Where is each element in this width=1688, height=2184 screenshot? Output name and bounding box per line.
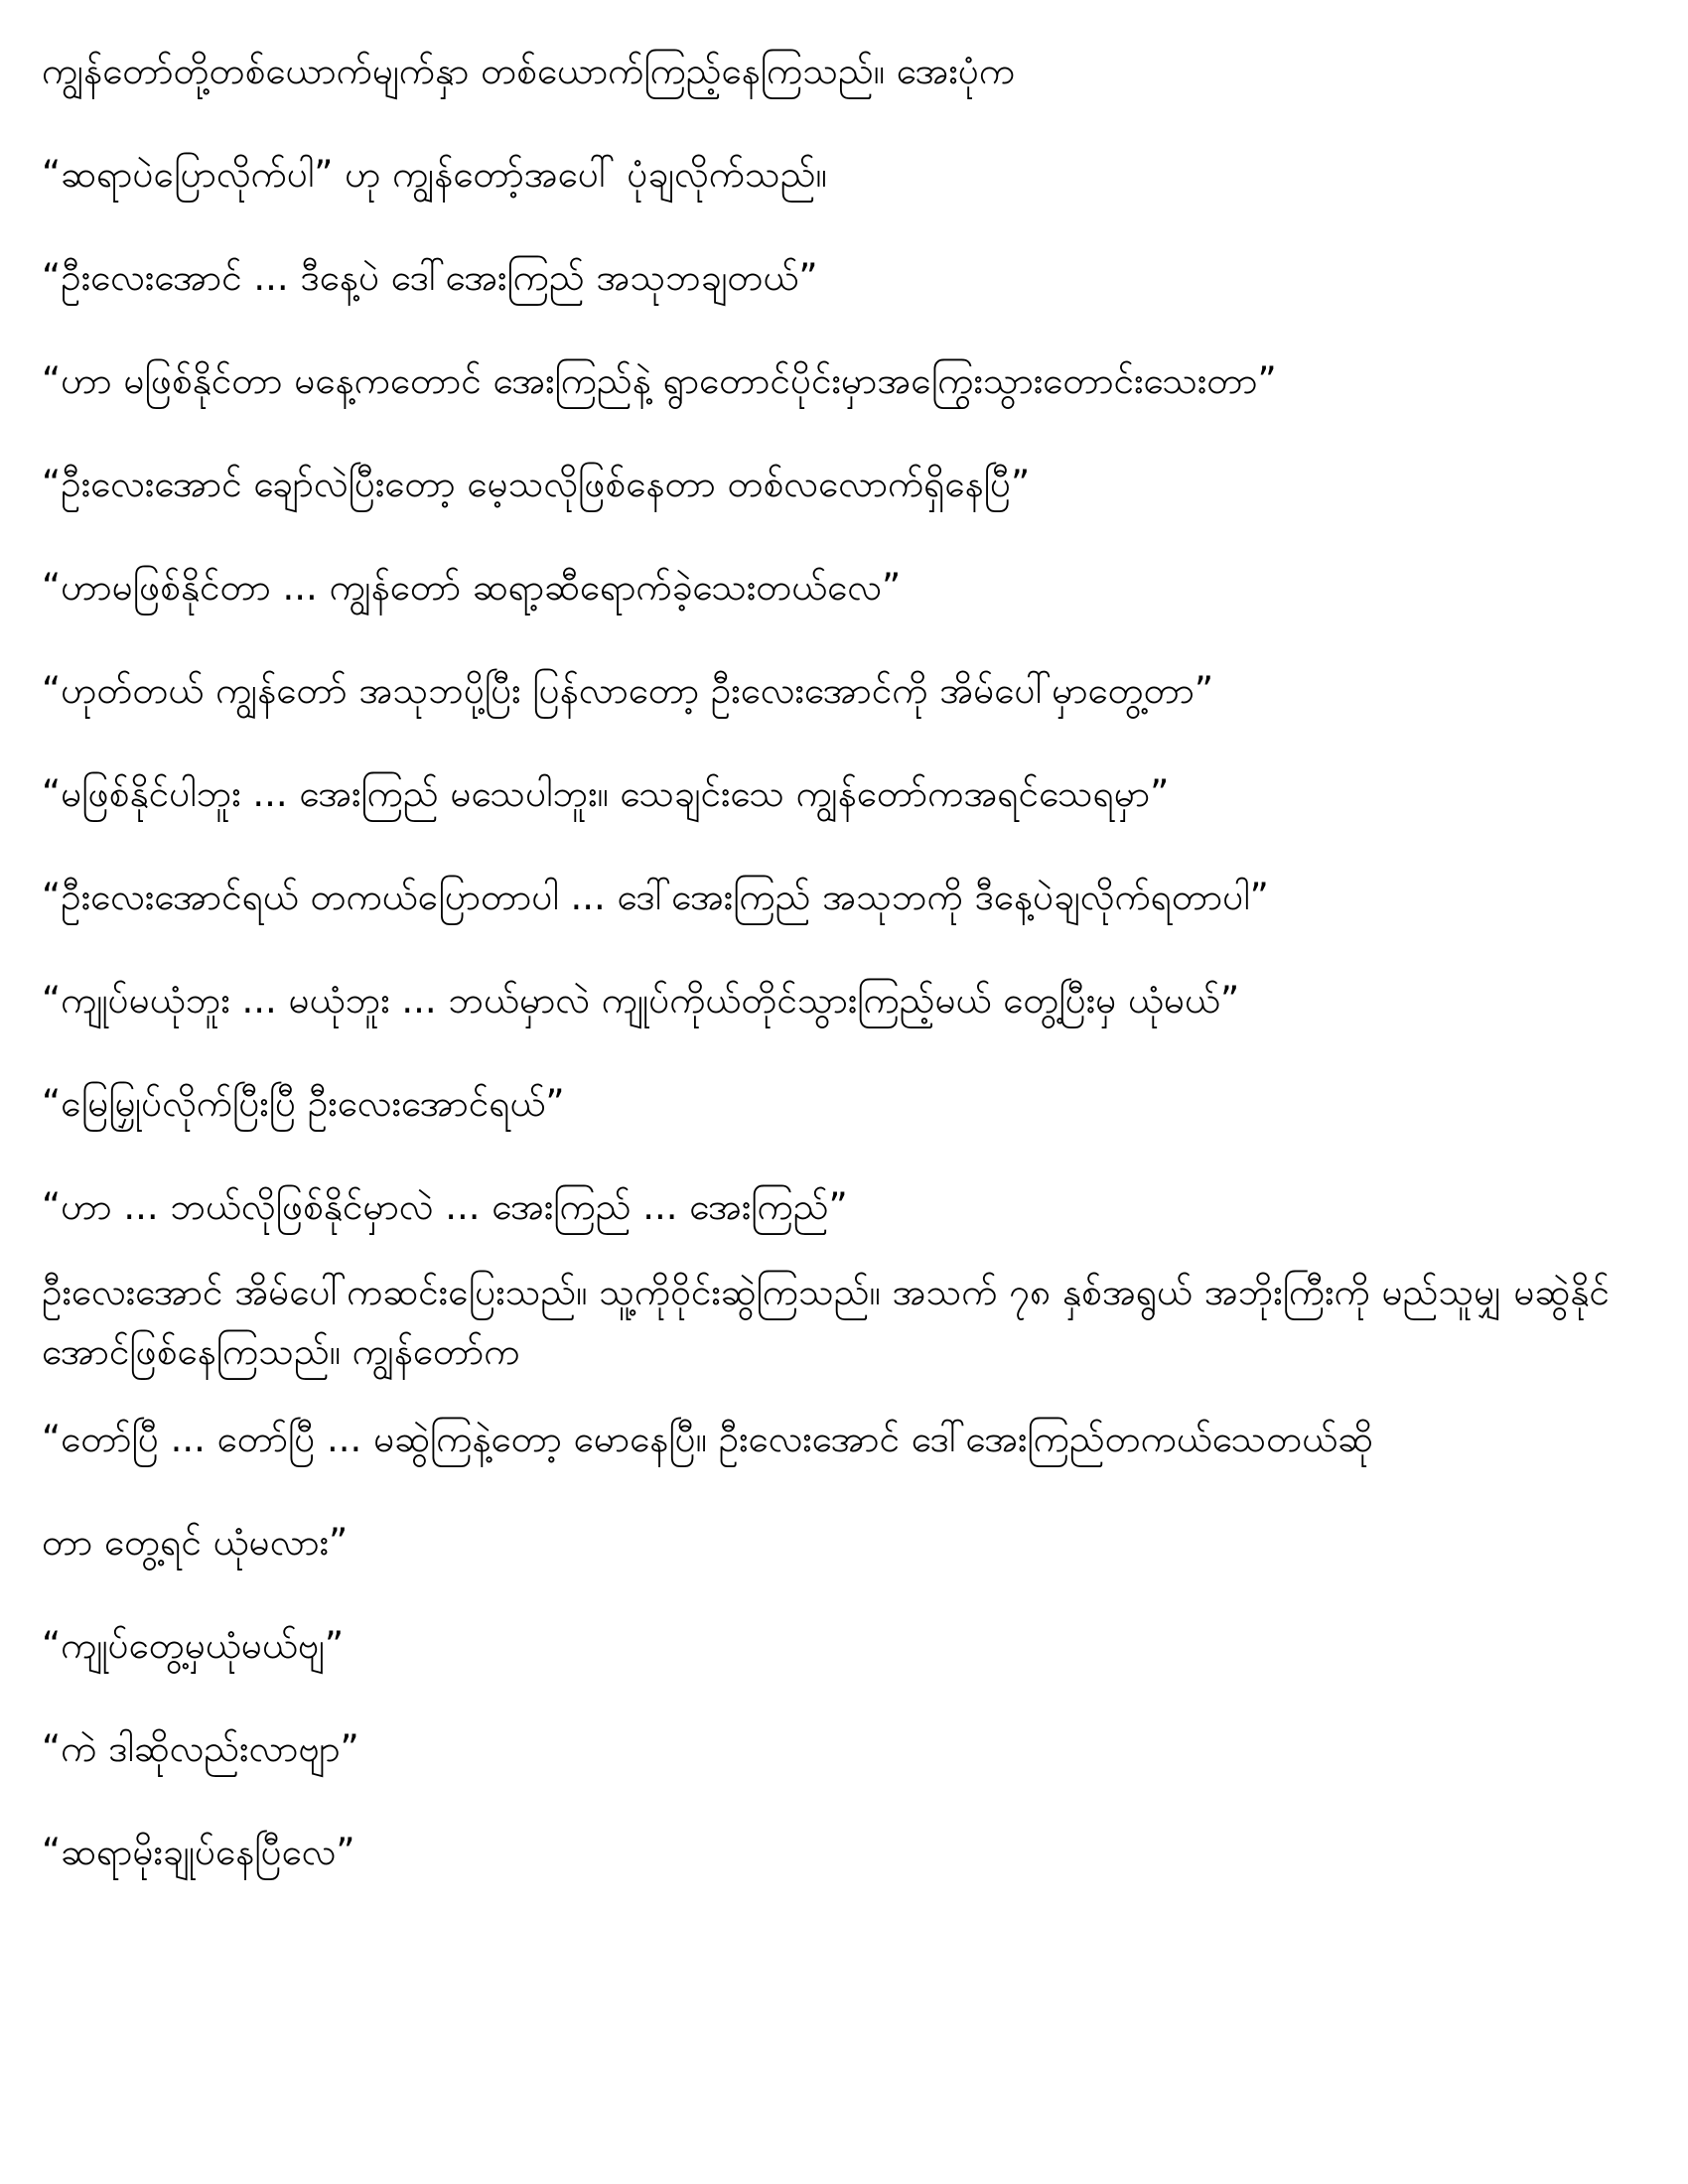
paragraph-18: “ဆရာမိုးချုပ်နေပြီလေ” xyxy=(42,1831,355,1873)
paragraph-9: “ဦးလေးအောင်ရယ် တကယ်ပြောတာပါ ... ဒေါ်အေးကြည် အသုဘကို ဒီနေ့ပဲချလိုက်ရတာပါ” xyxy=(42,876,1269,918)
paragraph-8: “မဖြစ်နိုင်ပါဘူး ... အေးကြည် မသေပါဘူး။ သေချင်းသေ ကျွန်တော်ကအရင်သေရမှာ” xyxy=(42,772,1170,815)
paragraph-16: “ကျုပ်တွေ့မှယုံမယ်ဗျ” xyxy=(42,1624,345,1667)
paragraph-13: ဦးလေးအောင် အိမ်ပေါ်ကဆင်းပြေးသည်။ သူ့ကိုဝိုင်းဆွဲကြသည်။ အသက် ၇၈ နှစ်အရွယ် အဘိုးကြီးကို မည်သူမျှ မဆွဲနိုင်အောင်ဖြစ်နေကြသည်။ ကျွန်တော်က xyxy=(42,1271,1610,1373)
paragraph-15: တာ တွေ့ရင် ယုံမလား” xyxy=(42,1521,349,1564)
document-page xyxy=(42,0,1650,2184)
paragraph-3: “ဦးလေးအောင် ... ဒီနေ့ပဲ ဒေါ်အေးကြည် အသုဘချတယ်” xyxy=(42,256,818,299)
paragraph-17: “ကဲ ဒါဆိုလည်းလာဗျာ” xyxy=(42,1727,359,1770)
paragraph-2: “ဆရာပဲပြောလိုက်ပါ” ဟု ကျွန်တော့်အပေါ် ပုံချလိုက်သည်။ xyxy=(42,153,827,196)
paragraph-10: “ကျုပ်မယုံဘူး ... မယုံဘူး ... ဘယ်မှာလဲ ကျုပ်ကိုယ်တိုင်သွားကြည့်မယ် တွေ့ပြီးမှ ယုံမယ်” xyxy=(42,979,1240,1022)
paragraph-11: “မြေမြှုပ်လိုက်ပြီးပြီ ဦးလေးအောင်ရယ်” xyxy=(42,1082,565,1125)
paragraph-6: “ဟာမဖြစ်နိုင်တာ ... ကျွန်တော် ဆရာ့ဆီရောက်ခဲ့သေးတယ်လေ” xyxy=(42,566,902,609)
paragraph-7: “ဟုတ်တယ် ကျွန်တော် အသုဘပို့ပြီး ပြန်လာတော့ ဦးလေးအောင်ကို အိမ်ပေါ်မှာတွေ့တာ” xyxy=(42,669,1214,712)
paragraph-1: ကျွန်တော်တို့တစ်ယောက်မျက်နှာ တစ်ယောက်ကြည့်နေကြသည်။ အေးပုံက xyxy=(42,50,1016,92)
paragraph-14: “တော်ပြီ ... တော်ပြီ ... မဆွဲကြနဲ့တော့ မောနေပြီ။ ဦးလေးအောင် ဒေါ်အေးကြည်တကယ်သေတယ်ဆို xyxy=(42,1418,1373,1460)
paragraph-12: “ဟာ ... ဘယ်လိုဖြစ်နိုင်မှာလဲ ... အေးကြည် ... အေးကြည်” xyxy=(42,1185,848,1228)
paragraph-4: “ဟာ မဖြစ်နိုင်တာ မနေ့ကတောင် အေးကြည်နဲ့ ရွာတောင်ပိုင်းမှာအကြွေးသွားတောင်းသေးတာ” xyxy=(42,359,1277,402)
paragraph-5: “ဦးလေးအောင် ချော်လဲပြီးတော့ မေ့သလိုဖြစ်နေတာ တစ်လလောက်ရှိနေပြီ” xyxy=(42,463,1031,505)
